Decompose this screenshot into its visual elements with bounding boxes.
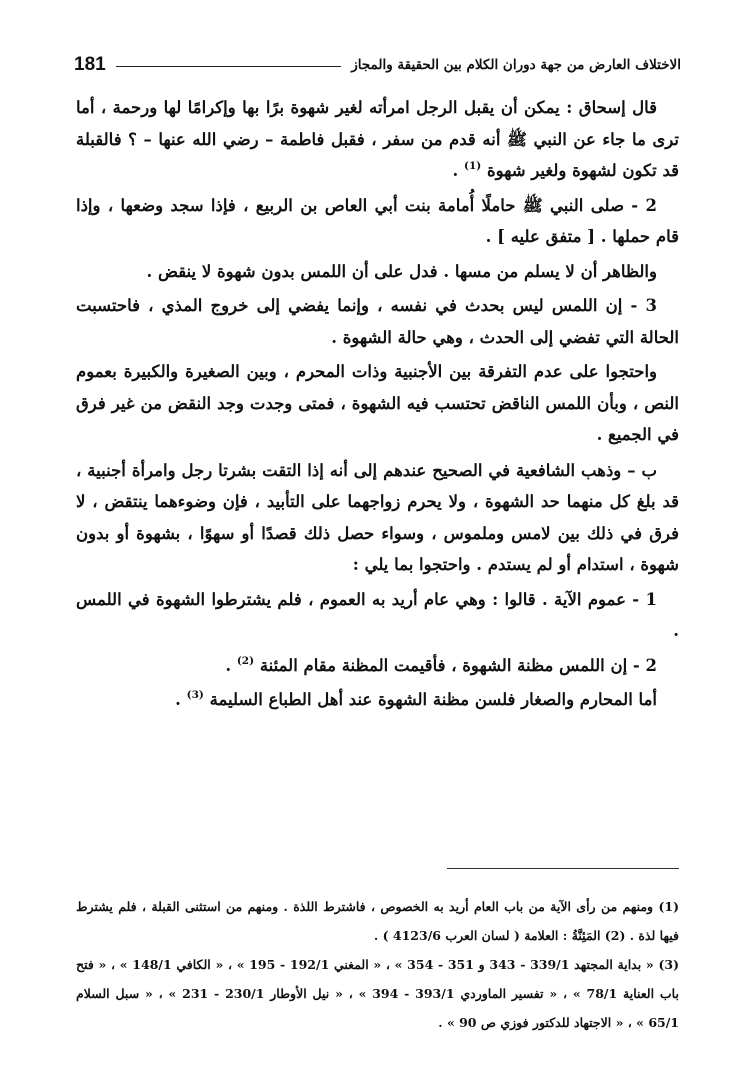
footnote-ref: (1) <box>463 160 482 172</box>
running-title: الاختلاف العارض من جهة دوران الكلام بين الحقيقة والمجاز <box>351 57 681 73</box>
paragraph: 2 - صلى النبي ﷺ حاملًا أُمامة بنت أبي العاص بن الربيع ، فإذا سجد وضعها ، وإذا قام حملها . [ متفق عليه ] . <box>76 195 679 246</box>
paragraph: قال إسحاق : يمكن أن يقبل الرجل امرأته لغير شهوة برًا بها وإكرامًا لها ورحمة ، أما ترى ما جاء عن النبي ﷺ أنه قدم من سفر ، فقبل فاطمة – رضي الله عنها – ؟ فالقبلة قد تكون لشهوة ولغير شهوة $^{(1)}$ . <box>76 98 679 180</box>
paragraph: 1 - عموم الآية . قالوا : وهي عام أريد به العموم ، فلم يشترطوا الشهوة في اللمس . <box>76 589 679 640</box>
footnote: (3) « بداية المجتهد 339/1 - 343 و 351 - 354 » ، « المغني 192/1 - 195 » ، « الكافي 148/1 » ، « فتح باب العناية 78/1 » ، « تفسير الماوردي 393/1 - 394 » ، « نيل الأوطار 230/1 - 231 » ، « سبل السلام 65/1 » ، « الاجتهاد للدكتور فوزي ص 90 » . <box>76 957 679 1030</box>
paragraph: ب – وذهب الشافعية في الصحيح عندهم إلى أنه إذا التقت بشرتا رجل وامرأة أجنبية ، قد بلغ كل منهما حد الشهوة ، ولا يحرم زواجهما على التأبيد ، فإن وضوءهما ينتقض ، لا فرق في ذلك بين لامس وملموس ، وسواء حصل ذلك قصدًا أو سهوًا ، بشهوة أو بدون شهوة ، استدام أو لم يستدم . واحتجوا بما يلي : <box>76 460 679 574</box>
header-rule <box>116 66 341 67</box>
footnote: (1) ومنهم من رأى الآية من باب العام أريد به الخصوص ، فاشترط اللذة . ومنهم من استثنى القبلة ، فلم يشترط فيها لذة . (2) المَئِنَّةُ : العلامة ( لسان العرب 4123/6 ) . <box>76 899 679 943</box>
paragraph: واحتجوا على عدم التفرقة بين الأجنبية وذات المحرم ، وبين الصغيرة والكبيرة بعموم النص ، وبأن اللمس الناقض تحتسب فيه الشهوة ، فمتى وجدت وجد النقض من غير فرق في الجميع . <box>76 362 679 444</box>
main-text <box>76 92 679 719</box>
paragraph: 3 - إن اللمس ليس بحدث في نفسه ، وإنما يفضي إلى خروج المذي ، فاحتسبت الحالة التي تفضي إلى الحدث ، وهي حالة الشهوة . <box>76 296 679 347</box>
page-number: 181 <box>74 54 106 75</box>
footnote-ref: (3) <box>186 689 204 701</box>
footnote-ref: (2) <box>236 654 255 667</box>
footnote-separator <box>447 868 679 869</box>
paragraph: والظاهر أن لا يسلم من مسها . فدل على أن اللمس بدون شهوة لا ينقض . <box>146 261 657 281</box>
footnotes <box>76 892 679 1037</box>
paragraph: 2 - إن اللمس مظنة الشهوة ، فأقيمت المظنة مقام المئنة $^{(2)}$ . <box>225 654 657 675</box>
page-header <box>74 50 681 80</box>
paragraph: أما المحارم والصغار فلسن مظنة الشهوة عند أهل الطباع السليمة $^{(3)}$ . <box>175 689 657 709</box>
